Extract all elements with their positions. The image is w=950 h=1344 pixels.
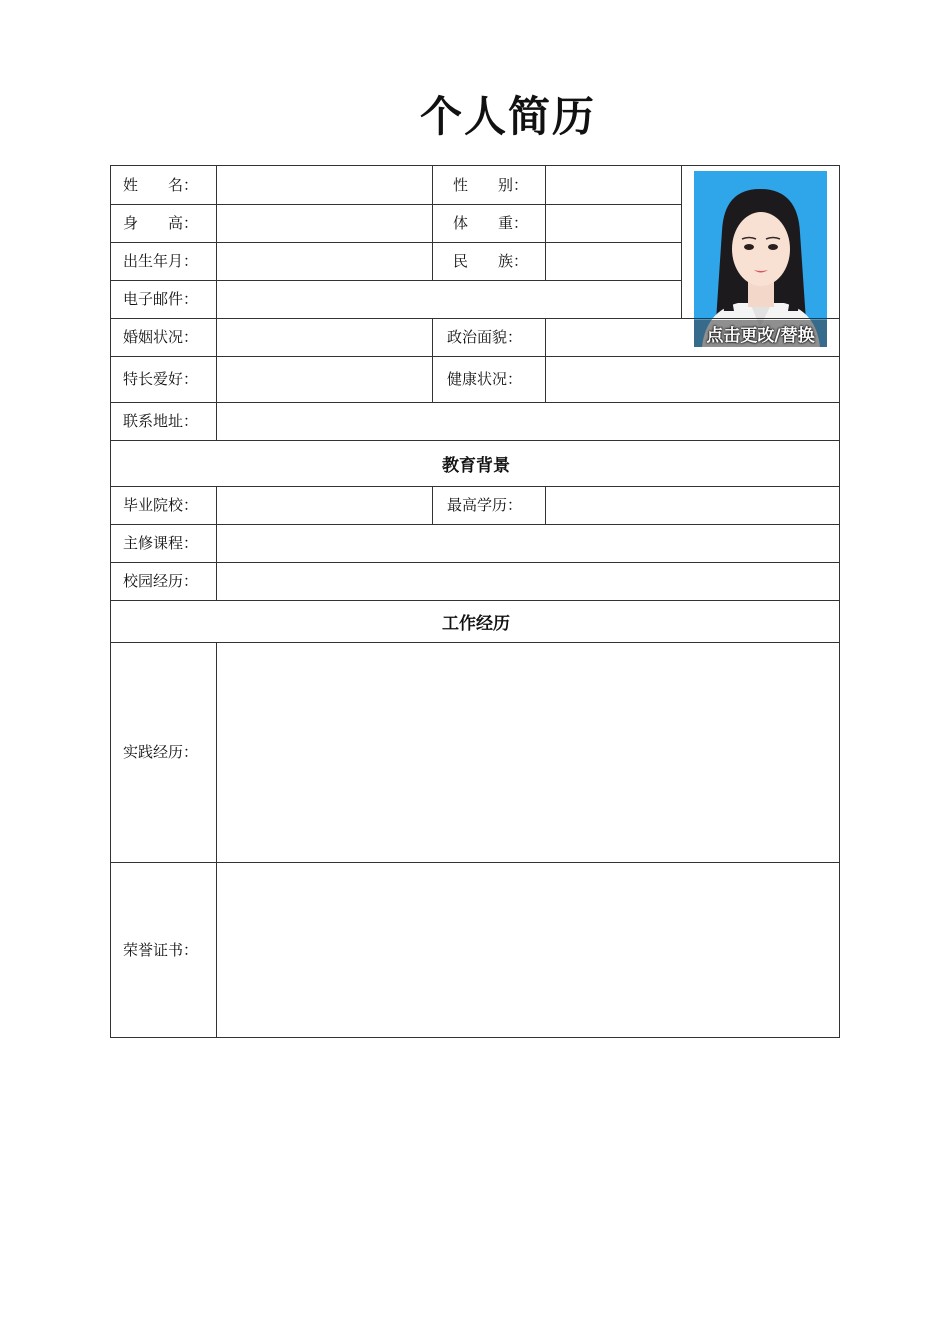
label-practice: 实践经历： xyxy=(123,742,199,761)
input-hobbies[interactable] xyxy=(217,356,432,402)
label-email: 电子邮件： xyxy=(123,289,199,308)
input-gender[interactable] xyxy=(546,166,681,204)
input-honors[interactable] xyxy=(217,863,839,1037)
label-ethnicity: 民 族： xyxy=(453,251,529,270)
label-courses: 主修课程： xyxy=(123,533,199,552)
label-degree: 最高学历： xyxy=(447,495,523,514)
label-hobbies: 特长爱好： xyxy=(123,369,199,388)
input-health[interactable] xyxy=(546,356,839,402)
input-school[interactable] xyxy=(217,486,432,524)
page-title: 个人简历 xyxy=(419,92,596,141)
input-name[interactable] xyxy=(217,166,432,204)
input-courses[interactable] xyxy=(217,524,839,562)
input-ethnicity[interactable] xyxy=(546,242,681,280)
input-marital[interactable] xyxy=(217,318,432,356)
label-birth: 出生年月： xyxy=(123,251,199,270)
input-height[interactable] xyxy=(217,204,432,242)
label-weight: 体 重： xyxy=(453,213,529,232)
input-practice[interactable] xyxy=(217,642,839,862)
input-email[interactable] xyxy=(217,280,681,318)
section-heading-work: 工作经历 xyxy=(442,614,510,634)
label-marital: 婚姻状况： xyxy=(123,327,199,346)
section-heading-education: 教育背景 xyxy=(442,456,510,476)
label-campus: 校园经历： xyxy=(123,571,199,590)
label-address: 联系地址： xyxy=(123,411,199,430)
input-political[interactable] xyxy=(546,318,686,356)
label-school: 毕业院校： xyxy=(123,495,199,514)
input-address[interactable] xyxy=(217,402,839,440)
input-weight[interactable] xyxy=(546,204,681,242)
label-height: 身 高： xyxy=(123,213,199,232)
input-degree[interactable] xyxy=(546,486,839,524)
resume-table xyxy=(110,165,840,1038)
label-gender: 性 别： xyxy=(453,175,529,194)
label-political: 政治面貌： xyxy=(447,327,523,346)
input-birth[interactable] xyxy=(217,242,432,280)
label-health: 健康状况： xyxy=(447,369,523,388)
label-name: 姓 名： xyxy=(123,175,199,194)
input-campus[interactable] xyxy=(217,562,839,600)
photo-change-caption[interactable]: 点击更改/替换 xyxy=(694,320,827,347)
label-honors: 荣誉证书： xyxy=(123,940,199,959)
